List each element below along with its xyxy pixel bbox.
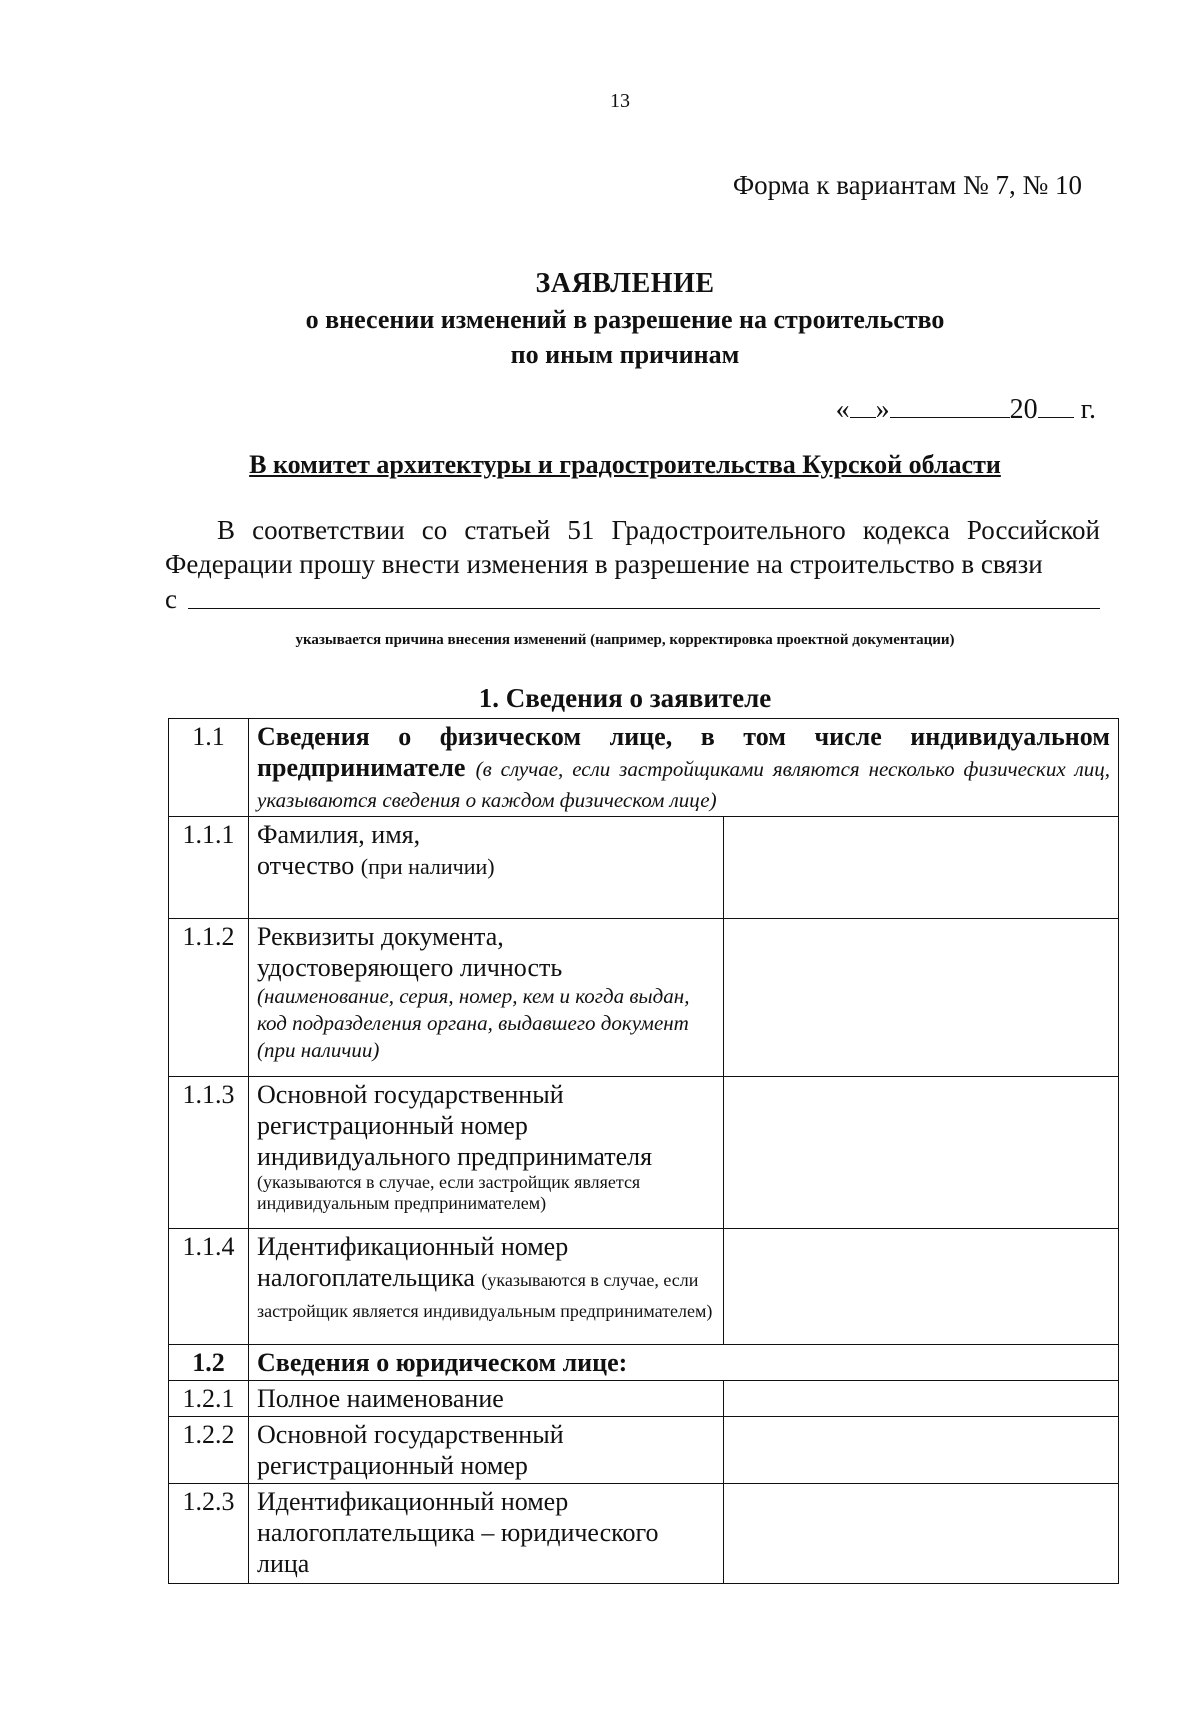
field-label: Основной государственный регистрационный номер: [249, 1417, 724, 1484]
table-row: [169, 719, 1119, 817]
label-text: Основной государственный регистрационный номер индивидуального предпринимателя: [257, 1080, 653, 1171]
reason-input-line[interactable]: [188, 608, 1100, 609]
applicant-table: [168, 718, 1119, 1584]
label-text: отчество: [257, 851, 355, 880]
table-row: [169, 919, 1119, 1077]
field-label: Полное наименование: [249, 1381, 724, 1417]
row-number: 1.1.4: [169, 1229, 249, 1345]
full-name-legal-input[interactable]: [724, 1381, 1119, 1417]
field-label: [249, 1077, 724, 1229]
individual-header-cell: [249, 719, 1119, 817]
table-row: [169, 817, 1119, 919]
table-row: [169, 1417, 1119, 1484]
label-note: (при наличии): [360, 854, 495, 879]
year-blank[interactable]: [1038, 416, 1074, 418]
date-close-quote: »: [875, 394, 890, 425]
table-row: [169, 1077, 1119, 1229]
individual-header-note: (в случае, если застройщиками являются несколько физических лиц, указываются сведения о каждом физическом лице): [257, 757, 1110, 812]
page-number: 13: [610, 90, 630, 112]
row-number: 1.2.3: [169, 1484, 249, 1584]
year-prefix: 20: [1009, 394, 1038, 425]
month-blank[interactable]: [890, 416, 1010, 418]
form-reference: Форма к вариантам № 7, № 10: [732, 170, 1082, 200]
row-number: 1.1.1: [169, 817, 249, 919]
ogrn-input[interactable]: [724, 1417, 1119, 1484]
document-subtitle-line2: по иным причинам: [510, 340, 740, 369]
inn-legal-input[interactable]: [724, 1484, 1119, 1584]
label-line: [257, 850, 715, 882]
inn-individual-input[interactable]: [724, 1229, 1119, 1345]
reason-prefix: с: [165, 584, 177, 614]
legal-entity-header: Сведения о юридическом лице:: [249, 1345, 1119, 1381]
reason-hint: указывается причина внесения изменений (например, корректировка проектной документации): [295, 632, 955, 648]
document-subtitle-line1: о внесении изменений в разрешение на строительство: [305, 305, 945, 334]
date-line: [836, 394, 1096, 426]
table-row: [169, 1229, 1119, 1345]
identity-document-input[interactable]: [724, 919, 1119, 1077]
request-paragraph: [165, 513, 1100, 581]
table-row: [169, 1484, 1119, 1584]
addressee: В комитет архитектуры и градостроительства Курской области: [249, 450, 1001, 479]
label-text: Идентификационный номер налогоплательщика: [257, 1232, 569, 1292]
row-number: 1.2: [169, 1345, 249, 1381]
year-suffix: г.: [1080, 394, 1096, 425]
label-line: Реквизиты документа,: [257, 922, 504, 951]
label-line: Фамилия, имя,: [257, 820, 421, 849]
section-1-title: 1. Сведения о заявителе: [478, 683, 772, 713]
label-note: (наименование, серия, номер, кем и когда выдан, код подразделения органа, выдавшего документ (при наличии): [257, 984, 690, 1062]
day-blank[interactable]: [850, 416, 876, 418]
date-open-quote: «: [835, 394, 850, 425]
request-text: В соответствии со статьей 51 Градостроительного кодекса Российской Федерации прошу внести изменения в разрешение на строительство в связи: [165, 515, 1100, 579]
row-number: 1.1.2: [169, 919, 249, 1077]
table-row: [169, 1345, 1119, 1381]
row-number: 1.2.2: [169, 1417, 249, 1484]
row-number: 1.1: [169, 719, 249, 817]
field-label: [249, 817, 724, 919]
label-note: (указываются в случае, если застройщик является индивидуальным предпринимателем): [257, 1172, 641, 1213]
row-number: 1.2.1: [169, 1381, 249, 1417]
label-note: (указываются в случае, если застройщик является индивидуальным предпринимателем): [257, 1270, 713, 1321]
field-label: [249, 919, 724, 1077]
field-label: [249, 1229, 724, 1345]
individual-header: Сведения о физическом лице, в том числе индивидуальном предпринимателе: [257, 722, 1110, 782]
full-name-input[interactable]: [724, 817, 1119, 919]
row-number: 1.1.3: [169, 1077, 249, 1229]
field-label: Идентификационный номер налогоплательщика – юридического лица: [249, 1484, 724, 1584]
table-row: [169, 1381, 1119, 1417]
document-title: ЗАЯВЛЕНИЕ: [535, 268, 715, 299]
ogrnip-input[interactable]: [724, 1077, 1119, 1229]
label-line: удостоверяющего личность: [257, 953, 563, 982]
